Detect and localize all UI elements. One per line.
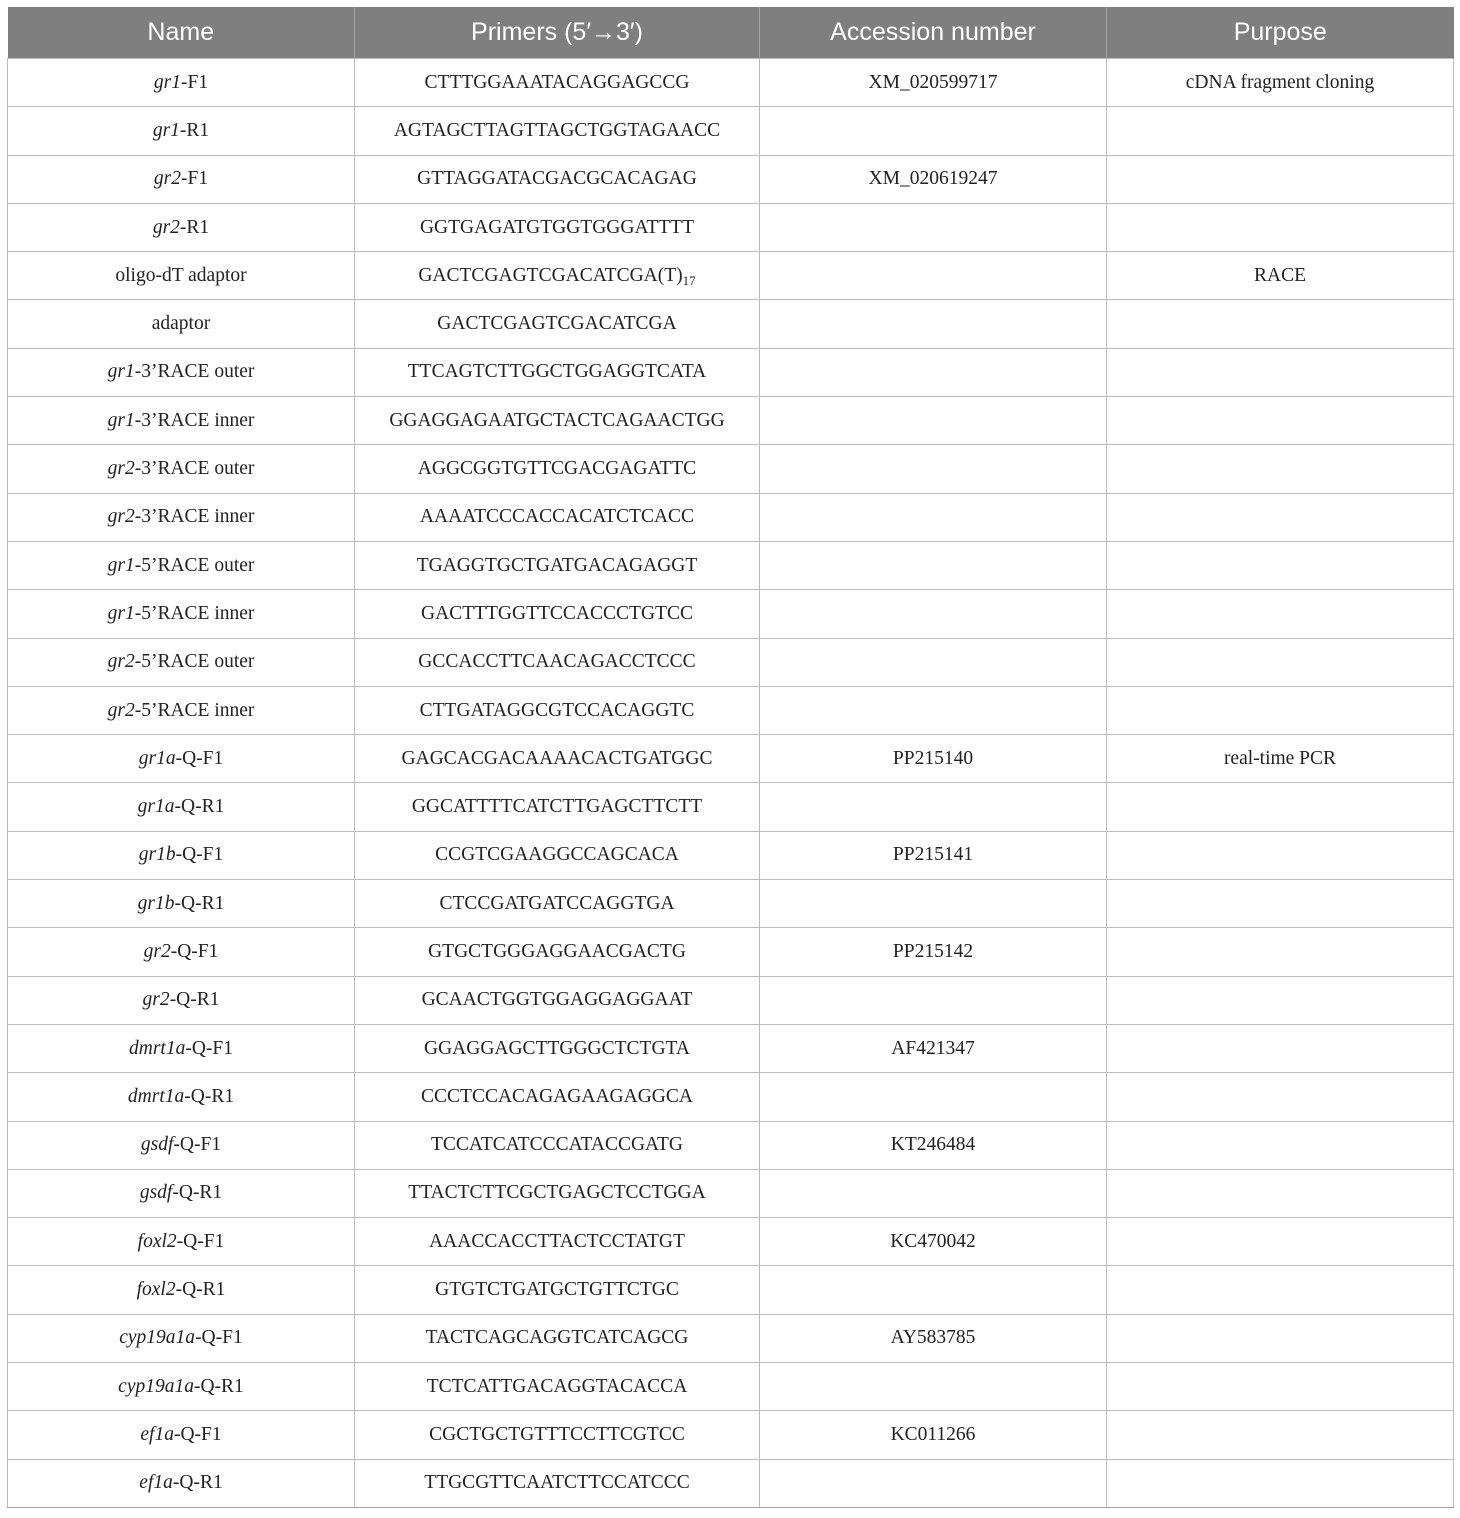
gene-symbol: cyp19a1a <box>119 1327 196 1349</box>
primer-name-suffix: -3’RACE outer <box>134 458 255 480</box>
primer-sequence: AAACCACCTTACTCCTATGT <box>429 1230 685 1252</box>
cell-purpose <box>1107 107 1454 155</box>
cell-accession-number <box>760 1459 1107 1507</box>
gene-symbol: gr2 <box>107 458 135 480</box>
cell-name <box>8 1266 355 1314</box>
cell-primer-sequence <box>355 735 760 783</box>
primer-name-suffix: adaptor <box>151 313 211 335</box>
cell-name <box>8 348 355 396</box>
primer-name-suffix: -Q-F1 <box>185 1037 233 1059</box>
cell-accession-number: AY583785 <box>760 1314 1107 1362</box>
gene-symbol: gsdf <box>140 1134 174 1156</box>
cell-primer-sequence <box>355 397 760 445</box>
primer-sequence: TTACTCTTCGCTGAGCTCCTGGA <box>408 1182 706 1204</box>
cell-purpose: cDNA fragment cloning <box>1107 59 1454 107</box>
gene-symbol: gr1b <box>138 844 176 866</box>
primer-name-suffix: -Q-F1 <box>175 747 224 769</box>
table-row <box>8 445 1454 493</box>
table-row <box>8 348 1454 396</box>
primer-sequence: TGAGGTGCTGATGACAGAGGT <box>416 554 698 576</box>
cell-name <box>8 397 355 445</box>
cell-accession-number <box>760 783 1107 831</box>
cell-purpose <box>1107 1411 1454 1459</box>
cell-accession-number: XM_020619247 <box>760 155 1107 203</box>
gene-symbol: dmrt1a <box>128 1037 186 1059</box>
cell-name <box>8 880 355 928</box>
primer-sequence: GGAGGAGCTTGGGCTCTGTA <box>423 1037 690 1059</box>
primer-subscript: 17 <box>682 272 696 288</box>
primer-name-suffix: -Q-F1 <box>176 1230 225 1252</box>
cell-name <box>8 107 355 155</box>
cell-primer-sequence <box>355 1073 760 1121</box>
primer-sequence: CGCTGCTGTTTCCTTCGTCC <box>429 1423 685 1445</box>
primer-name-suffix: -Q-R1 <box>175 1279 226 1301</box>
cell-accession-number <box>760 686 1107 734</box>
cell-purpose <box>1107 831 1454 879</box>
cell-accession-number <box>760 252 1107 300</box>
cell-purpose: RACE <box>1107 252 1454 300</box>
table-row <box>8 397 1454 445</box>
cell-primer-sequence <box>355 1024 760 1072</box>
gene-symbol: gr1 <box>152 119 180 141</box>
cell-purpose: real-time PCR <box>1107 735 1454 783</box>
primer-sequence: GAGCACGACAAAACACTGATGGC <box>401 747 713 769</box>
primer-name-suffix: -Q-R1 <box>172 1472 223 1494</box>
gene-symbol: gr2 <box>153 168 181 190</box>
cell-name <box>8 1073 355 1121</box>
cell-purpose <box>1107 348 1454 396</box>
primer-sequence: GGAGGAGAATGCTACTCAGAACTGG <box>389 409 725 431</box>
primer-name-suffix: -Q-F1 <box>173 1134 222 1156</box>
cell-primer-sequence <box>355 107 760 155</box>
cell-primer-sequence <box>355 1169 760 1217</box>
primer-name-suffix: -Q-F1 <box>175 844 224 866</box>
gene-symbol: gr1 <box>107 554 135 576</box>
primer-name-suffix: -Q-R1 <box>174 796 225 818</box>
cell-accession-number: XM_020599717 <box>760 59 1107 107</box>
cell-purpose <box>1107 686 1454 734</box>
cell-name <box>8 59 355 107</box>
primer-sequence: CCCTCCACAGAGAAGAGGCA <box>421 1085 693 1107</box>
cell-primer-sequence <box>355 493 760 541</box>
cell-name <box>8 1411 355 1459</box>
cell-primer-sequence <box>355 783 760 831</box>
header-accession-number: Accession number <box>760 7 1107 59</box>
cell-primer-sequence <box>355 445 760 493</box>
cell-purpose <box>1107 1266 1454 1314</box>
cell-primer-sequence <box>355 1459 760 1507</box>
table-row <box>8 638 1454 686</box>
gene-symbol: gr1 <box>153 71 181 93</box>
gene-symbol: gr1 <box>107 602 135 624</box>
table-row <box>8 107 1454 155</box>
table-row <box>8 1218 1454 1266</box>
cell-accession-number <box>760 348 1107 396</box>
cell-name <box>8 831 355 879</box>
primer-name-suffix: -Q-F1 <box>195 1327 243 1349</box>
gene-symbol: foxl2 <box>137 1230 177 1252</box>
cell-purpose <box>1107 590 1454 638</box>
primer-name-suffix: -Q-R1 <box>174 892 225 914</box>
table-row <box>8 493 1454 541</box>
cell-purpose <box>1107 1073 1454 1121</box>
cell-purpose <box>1107 1459 1454 1507</box>
cell-accession-number <box>760 1266 1107 1314</box>
primer-name-suffix: -5’RACE outer <box>134 651 255 673</box>
cell-name <box>8 928 355 976</box>
cell-name <box>8 1363 355 1411</box>
cell-name <box>8 1218 355 1266</box>
table-row <box>8 1169 1454 1217</box>
gene-symbol: gr2 <box>152 216 180 238</box>
primer-sequence: CTTTGGAAATACAGGAGCCG <box>424 71 690 93</box>
cell-primer-sequence <box>355 1314 760 1362</box>
cell-primer-sequence <box>355 1218 760 1266</box>
cell-primer-sequence <box>355 348 760 396</box>
cell-accession-number <box>760 590 1107 638</box>
primer-sequence: AGTAGCTTAGTTAGCTGGTAGAACC <box>393 119 721 141</box>
primer-name-suffix: -F1 <box>181 168 209 190</box>
table-row <box>8 1363 1454 1411</box>
primer-sequence: GACTCGAGTCGACATCGA(T) <box>418 264 683 286</box>
table-row <box>8 1073 1454 1121</box>
gene-symbol: gr1a <box>138 747 176 769</box>
primer-sequence: TCCATCATCCCATACCGATG <box>431 1134 683 1156</box>
cell-primer-sequence <box>355 638 760 686</box>
cell-purpose <box>1107 541 1454 589</box>
primer-name-suffix: -5’RACE inner <box>134 602 255 624</box>
cell-purpose <box>1107 1314 1454 1362</box>
table-row <box>8 1121 1454 1169</box>
cell-primer-sequence <box>355 300 760 348</box>
primer-sequence: GCCACCTTCAACAGACCTCCC <box>418 651 696 673</box>
primer-name-suffix: -Q-F1 <box>173 1423 222 1445</box>
gene-symbol: gr1b <box>137 892 175 914</box>
primer-sequence: AGGCGGTGTTCGACGAGATTC <box>417 458 697 480</box>
primer-sequence: AAAATCCCACCACATCTCACC <box>419 506 695 528</box>
cell-accession-number: PP215141 <box>760 831 1107 879</box>
table-header <box>8 7 1454 59</box>
cell-primer-sequence <box>355 590 760 638</box>
primer-sequence: GTGCTGGGAGGAACGACTG <box>428 940 686 962</box>
primer-sequence: TTGCGTTCAATCTTCCATCCC <box>424 1472 690 1494</box>
table-row <box>8 686 1454 734</box>
cell-accession-number <box>760 1169 1107 1217</box>
primer-name-suffix: -3’RACE outer <box>134 361 255 383</box>
cell-purpose <box>1107 1169 1454 1217</box>
cell-primer-sequence <box>355 59 760 107</box>
primer-sequence: GACTCGAGTCGACATCGA <box>437 313 677 335</box>
cell-purpose <box>1107 1024 1454 1072</box>
table-row <box>8 880 1454 928</box>
cell-name <box>8 1121 355 1169</box>
cell-accession-number <box>760 638 1107 686</box>
primer-sequence: CCGTCGAAGGCCAGCACA <box>435 844 679 866</box>
primer-name-suffix: -5’RACE outer <box>134 554 255 576</box>
cell-accession-number <box>760 107 1107 155</box>
cell-name <box>8 590 355 638</box>
gene-symbol: gsdf <box>139 1182 173 1204</box>
cell-accession-number: KT246484 <box>760 1121 1107 1169</box>
cell-name <box>8 493 355 541</box>
cell-primer-sequence <box>355 203 760 251</box>
cell-purpose <box>1107 300 1454 348</box>
table-row <box>8 590 1454 638</box>
primer-table-container <box>7 7 1453 1508</box>
primer-name-suffix: -Q-R1 <box>193 1375 244 1397</box>
gene-symbol: gr2 <box>143 940 171 962</box>
cell-primer-sequence <box>355 155 760 203</box>
cell-name <box>8 976 355 1024</box>
cell-primer-sequence <box>355 686 760 734</box>
gene-symbol: gr2 <box>107 506 135 528</box>
primer-sequence: GTGTCTGATGCTGTTCTGC <box>435 1279 679 1301</box>
cell-name <box>8 783 355 831</box>
table-row <box>8 252 1454 300</box>
cell-accession-number: PP215140 <box>760 735 1107 783</box>
table-row <box>8 928 1454 976</box>
cell-purpose <box>1107 1121 1454 1169</box>
header-name: Name <box>8 7 355 59</box>
cell-name <box>8 686 355 734</box>
cell-name <box>8 155 355 203</box>
table-row <box>8 541 1454 589</box>
table-row <box>8 1459 1454 1507</box>
cell-name <box>8 445 355 493</box>
gene-symbol: gr1 <box>107 361 135 383</box>
cell-purpose <box>1107 928 1454 976</box>
cell-accession-number <box>760 541 1107 589</box>
primer-sequence: GGTGAGATGTGGTGGGATTTT <box>419 216 695 238</box>
gene-symbol: gr1 <box>107 409 135 431</box>
table-row <box>8 203 1454 251</box>
primer-name-suffix: -Q-R1 <box>169 989 220 1011</box>
cell-name <box>8 541 355 589</box>
table-row <box>8 155 1454 203</box>
cell-purpose <box>1107 155 1454 203</box>
cell-name <box>8 300 355 348</box>
cell-purpose <box>1107 203 1454 251</box>
primer-name-suffix: -3’RACE inner <box>134 506 255 528</box>
cell-purpose <box>1107 397 1454 445</box>
primer-sequence: TCTCATTGACAGGTACACCA <box>426 1375 688 1397</box>
cell-purpose <box>1107 638 1454 686</box>
cell-name <box>8 1169 355 1217</box>
cell-purpose <box>1107 1218 1454 1266</box>
primer-name-suffix: -Q-R1 <box>172 1182 223 1204</box>
cell-purpose <box>1107 445 1454 493</box>
cell-primer-sequence <box>355 1411 760 1459</box>
cell-primer-sequence <box>355 928 760 976</box>
cell-accession-number <box>760 880 1107 928</box>
gene-symbol: foxl2 <box>136 1279 176 1301</box>
table-row <box>8 59 1454 107</box>
cell-purpose <box>1107 493 1454 541</box>
primer-sequence: CTTGATAGGCGTCCACAGGTC <box>419 699 695 721</box>
cell-accession-number <box>760 493 1107 541</box>
table-body <box>8 59 1454 1508</box>
cell-name <box>8 735 355 783</box>
cell-name <box>8 203 355 251</box>
table-row <box>8 976 1454 1024</box>
primer-name-suffix: -R1 <box>179 216 210 238</box>
cell-primer-sequence <box>355 880 760 928</box>
cell-accession-number <box>760 300 1107 348</box>
gene-symbol: ef1a <box>139 1472 173 1494</box>
cell-name <box>8 1459 355 1507</box>
cell-purpose <box>1107 783 1454 831</box>
cell-name <box>8 252 355 300</box>
gene-symbol: gr2 <box>107 651 135 673</box>
gene-symbol: gr2 <box>142 989 170 1011</box>
primer-sequence: CTCCGATGATCCAGGTGA <box>439 892 675 914</box>
cell-primer-sequence <box>355 1266 760 1314</box>
cell-primer-sequence <box>355 541 760 589</box>
cell-primer-sequence <box>355 1363 760 1411</box>
primer-name-suffix: -R1 <box>179 119 210 141</box>
cell-purpose <box>1107 976 1454 1024</box>
cell-accession-number <box>760 397 1107 445</box>
cell-accession-number: KC011266 <box>760 1411 1107 1459</box>
cell-accession-number <box>760 445 1107 493</box>
primer-sequence: GACTTTGGTTCCACCCTGTCC <box>421 602 693 624</box>
cell-primer-sequence <box>355 831 760 879</box>
cell-name <box>8 1024 355 1072</box>
cell-primer-sequence <box>355 976 760 1024</box>
table-row <box>8 783 1454 831</box>
header-purpose: Purpose <box>1107 7 1454 59</box>
primer-name-suffix: oligo-dT adaptor <box>115 264 247 286</box>
table-row <box>8 1411 1454 1459</box>
cell-accession-number <box>760 1363 1107 1411</box>
cell-accession-number: PP215142 <box>760 928 1107 976</box>
cell-accession-number: AF421347 <box>760 1024 1107 1072</box>
cell-accession-number <box>760 976 1107 1024</box>
gene-symbol: dmrt1a <box>127 1085 185 1107</box>
primer-name-suffix: -5’RACE inner <box>134 699 255 721</box>
table-row <box>8 300 1454 348</box>
primer-name-suffix: -Q-F1 <box>170 940 219 962</box>
primer-sequence: GTTAGGATACGACGCACAGAG <box>417 168 697 190</box>
cell-name <box>8 638 355 686</box>
gene-symbol: ef1a <box>140 1423 174 1445</box>
header-row <box>8 7 1454 59</box>
primer-name-suffix: -Q-R1 <box>184 1085 235 1107</box>
gene-symbol: gr1a <box>137 796 175 818</box>
table-row <box>8 735 1454 783</box>
cell-accession-number: KC470042 <box>760 1218 1107 1266</box>
table-row <box>8 1266 1454 1314</box>
cell-purpose <box>1107 880 1454 928</box>
gene-symbol: gr2 <box>107 699 135 721</box>
table-row <box>8 1314 1454 1362</box>
primer-sequence: GGCATTTTCATCTTGAGCTTCTT <box>411 796 703 818</box>
primer-sequence: GCAACTGGTGGAGGAGGAAT <box>421 989 693 1011</box>
primer-sequence: TTCAGTCTTGGCTGGAGGTCATA <box>407 361 707 383</box>
cell-accession-number <box>760 203 1107 251</box>
cell-purpose <box>1107 1363 1454 1411</box>
gene-symbol: cyp19a1a <box>118 1375 194 1397</box>
cell-accession-number <box>760 1073 1107 1121</box>
primer-table <box>7 7 1454 1508</box>
table-row <box>8 831 1454 879</box>
cell-primer-sequence <box>355 252 760 300</box>
cell-primer-sequence <box>355 1121 760 1169</box>
primer-name-suffix: -3’RACE inner <box>134 409 255 431</box>
cell-name <box>8 1314 355 1362</box>
table-row <box>8 1024 1454 1072</box>
primer-name-suffix: -F1 <box>181 71 209 93</box>
header-primers: Primers (5′→3′) <box>355 7 760 59</box>
primer-sequence: TACTCAGCAGGTCATCAGCG <box>425 1327 689 1349</box>
